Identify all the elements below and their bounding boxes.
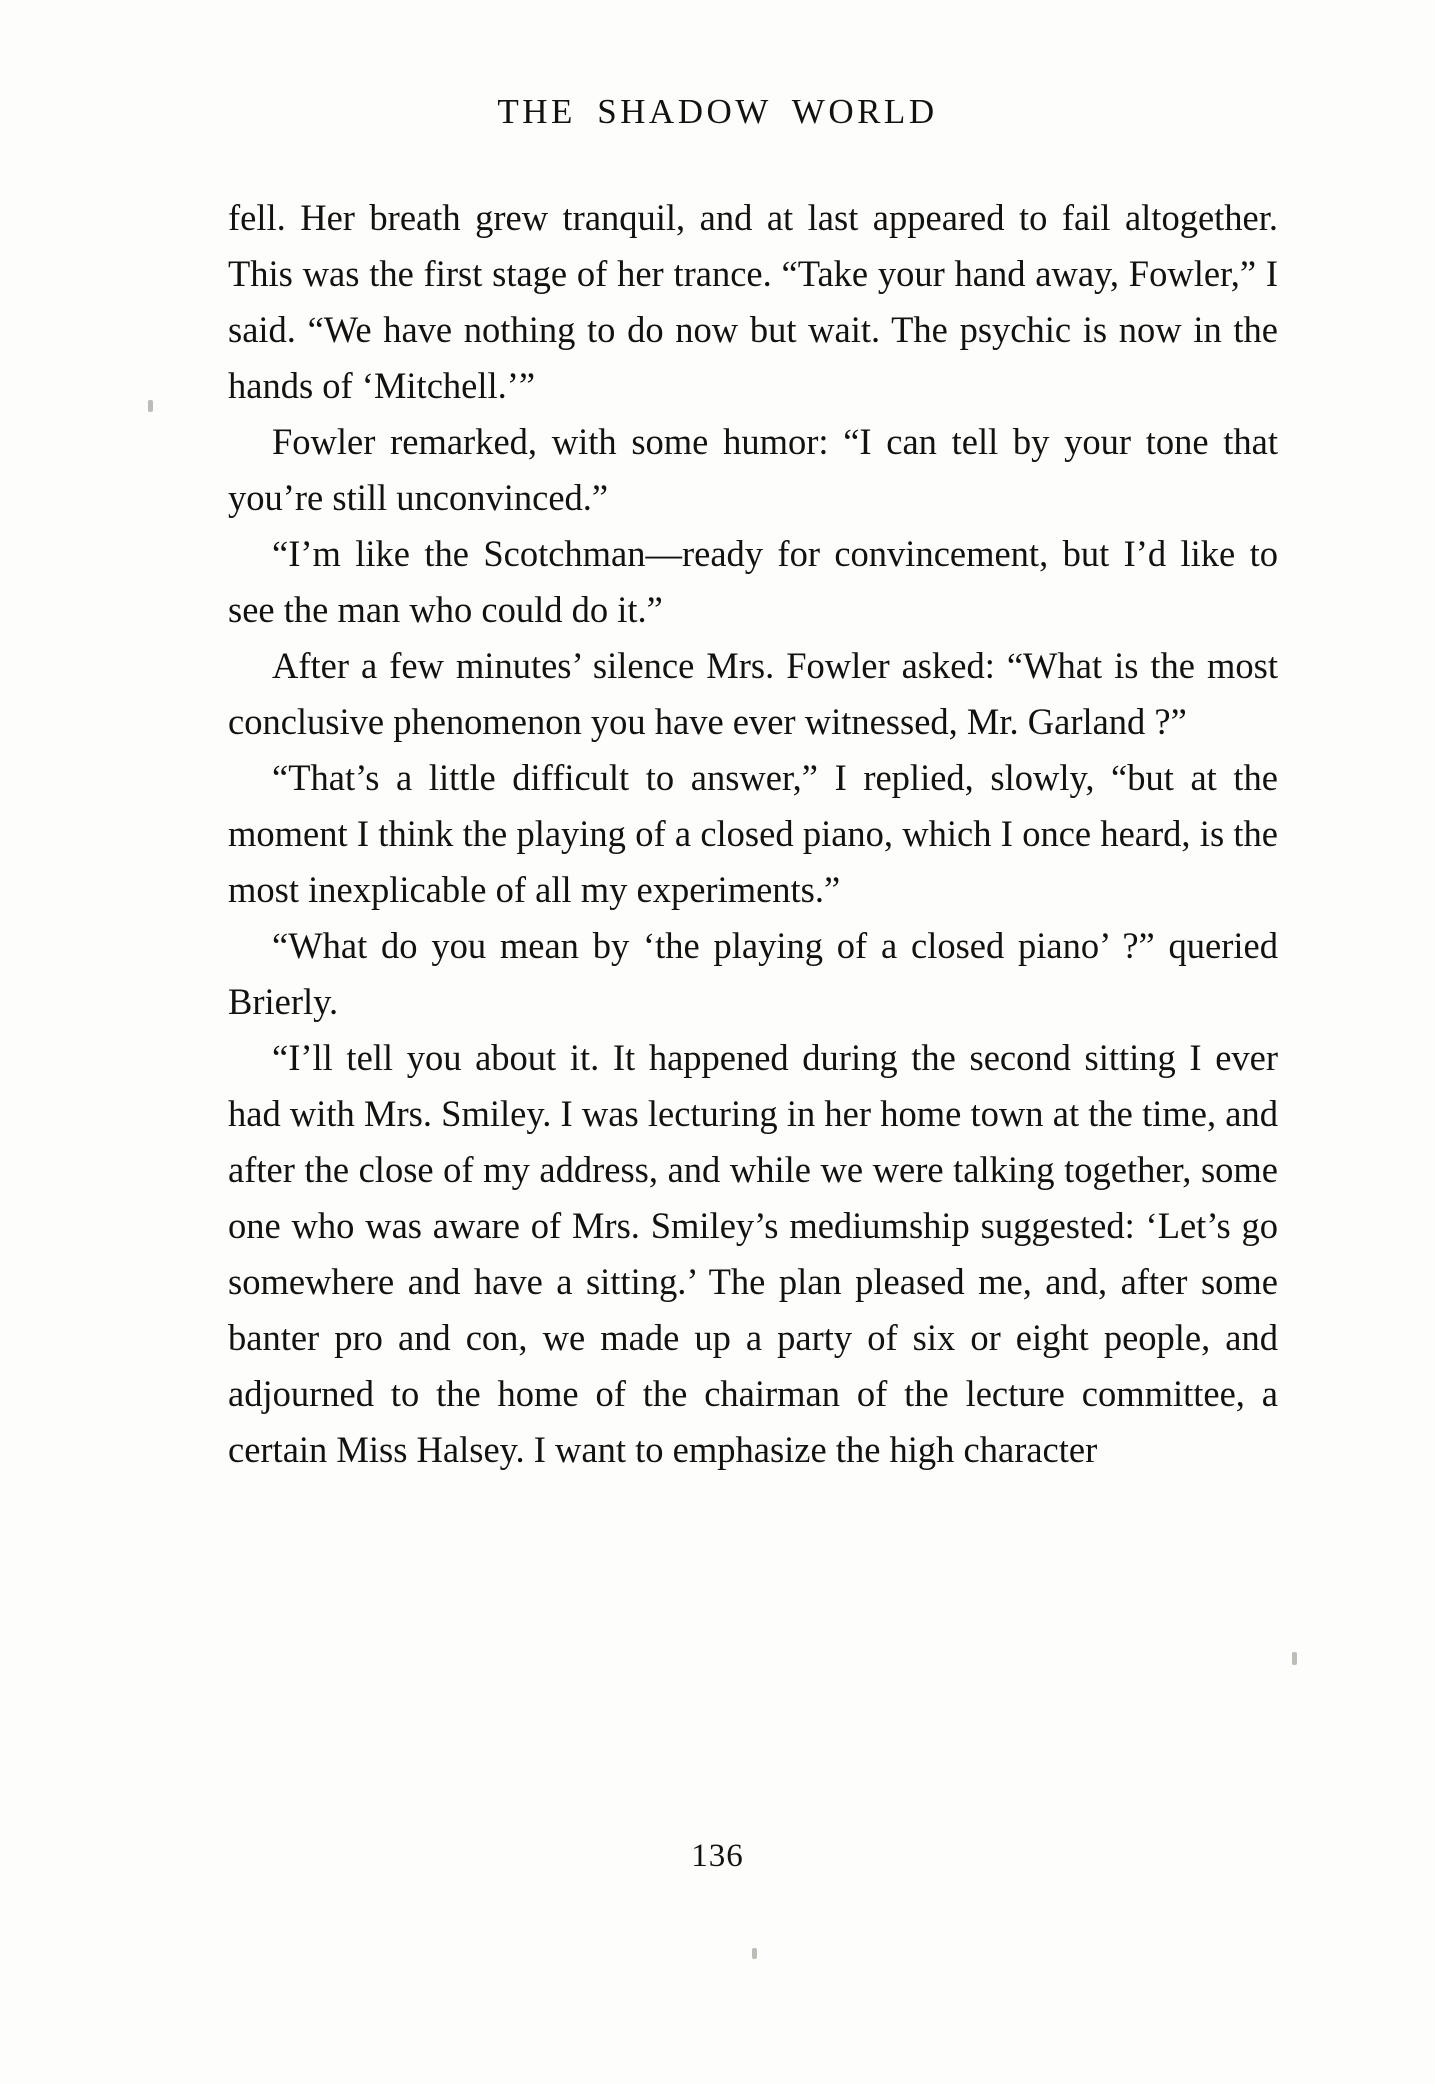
scan-speck (752, 1948, 757, 1959)
scan-speck (148, 400, 153, 412)
paragraph: After a few minutes’ silence Mrs. Fowler asked: “What is the most conclusive phenomenon you have ever witnessed, Mr. Garland ?” (228, 645, 1278, 742)
paragraph: “What do you mean by ‘the playing of a closed piano’ ?” queried Brierly. (228, 925, 1278, 1022)
scan-speck (1292, 1652, 1297, 1665)
page-number: 136 (691, 1838, 744, 1874)
paragraph: Fowler remarked, with some humor: “I can tell by your tone that you’re still unconvinced.” (228, 421, 1278, 518)
running-head: THE SHADOW WORLD (497, 92, 938, 131)
paragraph: “I’m like the Scotchman—ready for convincement, but I’d like to see the man who could do it.” (228, 533, 1278, 630)
body-text (228, 190, 1278, 1478)
paragraph: fell. Her breath grew tranquil, and at last appeared to fail altogether. This was the first stage of her trance. “Take your hand away, Fowler,” I said. “We have nothing to do now but wait. The psychic is now in the hands of ‘Mitchell.’” (228, 197, 1278, 406)
paragraph: “I’ll tell you about it. It happened during the second sitting I ever had with Mrs. Smiley. I was lecturing in her home town at the time, and after the close of my address, and while we were talking together, some one who was aware of Mrs. Smiley’s mediumship suggested: ‘Let’s go somewhere and have a sitting.’ The plan pleased me, and, after some banter pro and con, we made up a party of six or eight people, and adjourned to the home of the chairman of the lecture committee, a certain Miss Halsey. I want to emphasize the high character (228, 1037, 1278, 1470)
paragraph: “That’s a little difficult to answer,” I replied, slowly, “but at the moment I think the playing of a closed piano, which I once heard, is the most inexplicable of all my experiments.” (228, 757, 1278, 910)
